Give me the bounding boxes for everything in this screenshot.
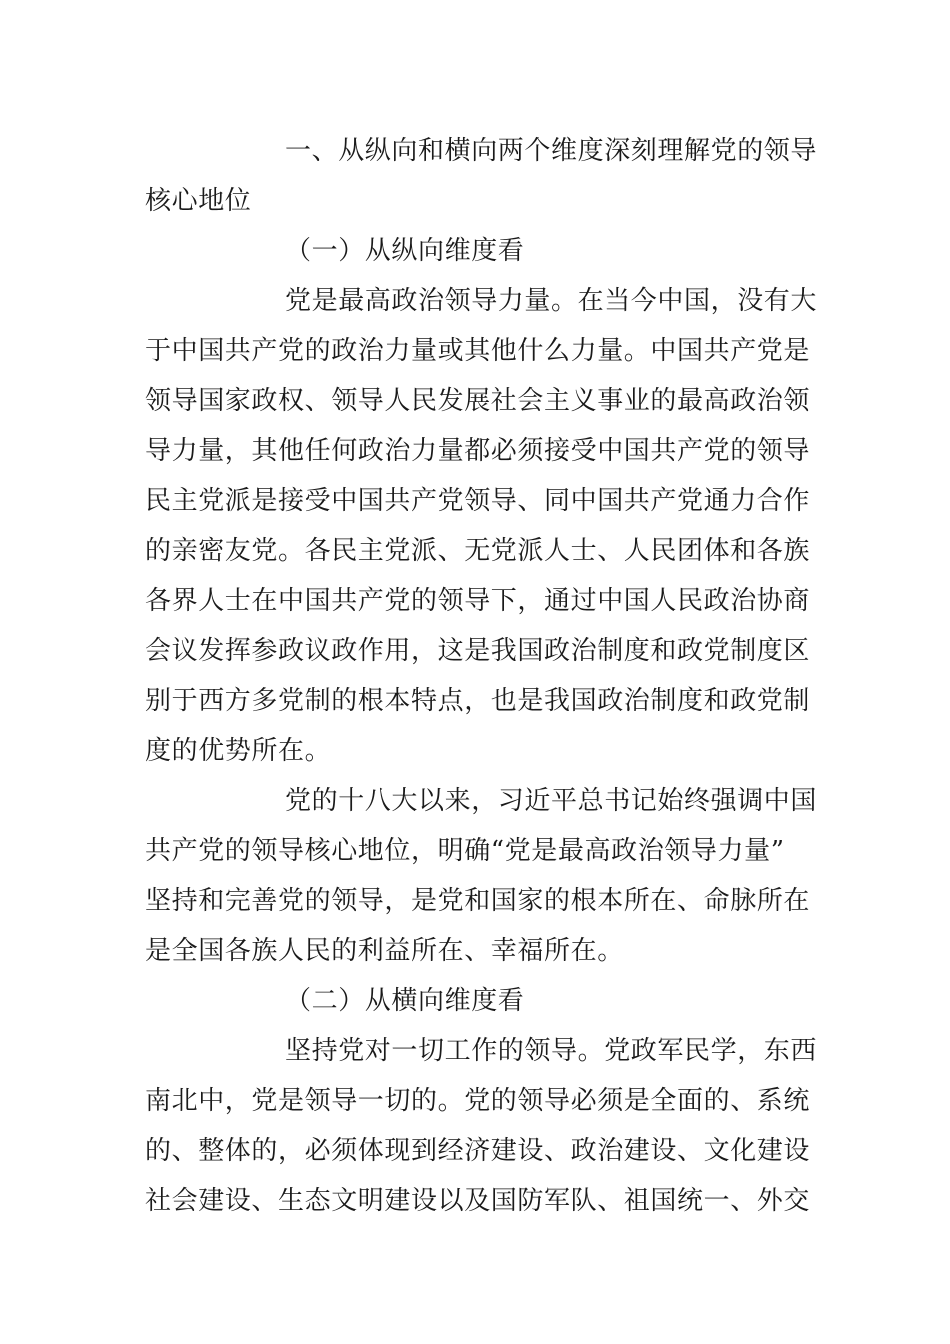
paragraph-line: 导力量，其他任何政治力量都必须接受中国共产党的领导 bbox=[145, 436, 811, 466]
paragraph-line: 党是最高政治领导力量。在当今中国，没有大 bbox=[285, 286, 818, 316]
paragraph-line: 坚持和完善党的领导，是党和国家的根本所在、命脉所在 bbox=[145, 886, 811, 916]
heading-line-2: 核心地位 bbox=[145, 186, 252, 216]
paragraph-line: 的亲密友党。各民主党派、无党派人士、人民团体和各族 bbox=[145, 536, 811, 566]
paragraph-line: 别于西方多党制的根本特点，也是我国政治制度和政党制 bbox=[145, 686, 811, 716]
paragraph-line: 民主党派是接受中国共产党领导、同中国共产党通力合作 bbox=[145, 486, 811, 516]
paragraph-line: 是全国各族人民的利益所在、幸福所在。 bbox=[145, 936, 624, 966]
paragraph-line: 于中国共产党的政治力量或其他什么力量。中国共产党是 bbox=[145, 336, 811, 366]
paragraph-line: 领导国家政权、领导人民发展社会主义事业的最高政治领 bbox=[145, 386, 811, 416]
paragraph-line: 坚持党对一切工作的领导。党政军民学，东西 bbox=[285, 1036, 818, 1066]
paragraph-line: 南北中，党是领导一切的。党的领导必须是全面的、系统 bbox=[145, 1086, 811, 1116]
paragraph-line: 度的优势所在。 bbox=[145, 736, 332, 766]
paragraph-line: 会议发挥参政议政作用，这是我国政治制度和政党制度区 bbox=[145, 636, 811, 666]
paragraph-line: 的、整体的，必须体现到经济建设、政治建设、文化建设 bbox=[145, 1136, 811, 1166]
paragraph-line: 党的十八大以来，习近平总书记始终强调中国 bbox=[285, 786, 818, 816]
heading-line-1: 一、从纵向和横向两个维度深刻理解党的领导 bbox=[285, 136, 818, 166]
section-2-title: （二）从横向维度看 bbox=[285, 986, 525, 1016]
paragraph-line: 社会建设、生态文明建设以及国防军队、祖国统一、外交 bbox=[145, 1186, 811, 1216]
paragraph-line: 各界人士在中国共产党的领导下，通过中国人民政治协商 bbox=[145, 586, 811, 616]
paragraph-line: 共产党的领导核心地位，明确“党是最高政治领导力量” bbox=[145, 836, 785, 866]
section-1-title: （一）从纵向维度看 bbox=[285, 236, 525, 266]
